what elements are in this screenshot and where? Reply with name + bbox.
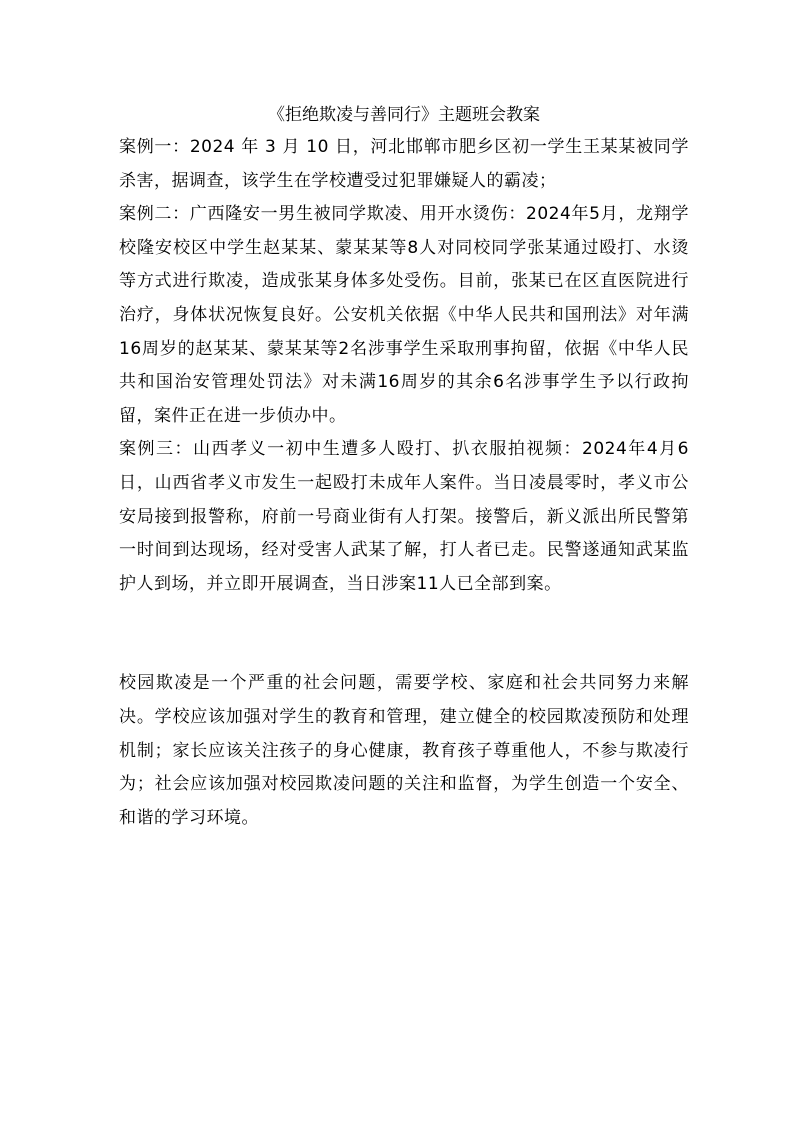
- case-one-paragraph: 案例一：2024 年 3 月 10 日，河北邯郸市肥乡区初一学生王某某被同学杀害，据调查，该学生在学校遭受过犯罪嫌疑人的霸凌；: [119, 137, 689, 191]
- case-three-paragraph: 案例三：山西孝义一初中生遭多人殴打、扒衣服拍视频：2024年4月6日，山西省孝义市发生一起殴打未成年人案件。当日凌晨零时，孝义市公安局接到报警称，府前一号商业街有人打架。接警后，新义派出所民警第一时间到达现场，经对受害人武某了解，打人者已走。民警遂通知武某监护人到场，并立即开展调查，当日涉案11人已全部到案。: [119, 439, 689, 594]
- case-two-paragraph: 案例二：广西隆安一男生被同学欺凌、用开水烫伤：2024年5月，龙翔学校隆安校区中学生赵某某、蒙某某等8人对同校同学张某通过殴打、水烫等方式进行欺凌，造成张某身体多处受伤。目前，张某已在区直医院进行治疗，身体状况恢复良好。公安机关依据《中华人民共和国刑法》对年满16周岁的赵某某、蒙某某等2名涉事学生采取刑事拘留，依据《中华人民共和国治安管理处罚法》对未满16周岁的其余6名涉事学生予以行政拘留，案件正在进一步侦办中。: [119, 204, 689, 426]
- document-title: 《拒绝欺凌与善同行》主题班会教案: [268, 105, 540, 125]
- document-body: [119, 100, 689, 835]
- paragraph-spacer: [119, 601, 689, 667]
- summary-paragraph: 校园欺凌是一个严重的社会问题，需要学校、家庭和社会共同努力来解决。学校应该加强对学生的教育和管理，建立健全的校园欺凌预防和处理机制；家长应该关注孩子的身心健康，教育孩子尊重他人，不参与欺凌行为；社会应该加强对校园欺凌问题的关注和监督，为学生创造一个安全、和谐的学习环境。: [119, 673, 689, 828]
